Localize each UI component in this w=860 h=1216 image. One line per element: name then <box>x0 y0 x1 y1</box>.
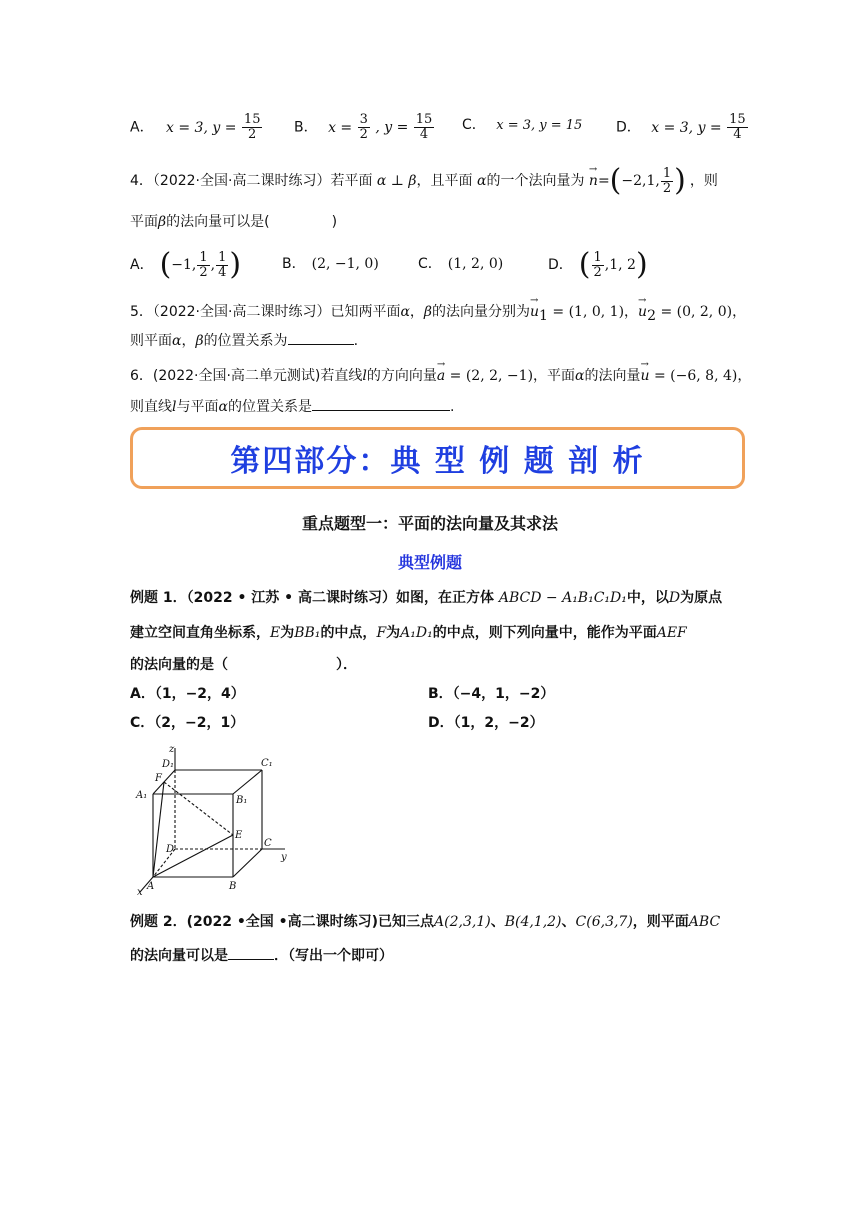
ex1-line2: 建立空间直角坐标系，E为BB₁的中点，F为A₁D₁的中点，则下列向量中，能作为平面AEF <box>130 625 687 641</box>
vertex-label-b: B <box>229 881 237 892</box>
ex1-option-a: A．（1，−2，4） <box>130 686 245 702</box>
vertex-label-c1: C₁ <box>261 758 273 769</box>
section-title: 重点题型一：平面的法向量及其求法 <box>301 514 558 533</box>
vertex-label-f: F <box>155 773 162 784</box>
axis-label-x: x <box>137 887 143 897</box>
section-banner <box>130 427 745 489</box>
vector-n: → n <box>589 171 598 191</box>
q4-option-b: B． (2, −1, 0) <box>282 256 379 272</box>
vertex-label-d1: D₁ <box>162 759 175 770</box>
fraction: $\frac{15}{4}$ <box>729 112 746 142</box>
section-subtitle: 典型例题 <box>397 553 462 572</box>
q4-option-c: C． (1, 2, 0) <box>418 256 504 272</box>
answer-blank <box>312 396 450 411</box>
ex1-option-b: B．（−4，1，−2） <box>428 686 555 702</box>
vertex-label-d: D <box>166 844 175 855</box>
answer-blank <box>228 945 274 960</box>
ex2-line2: 的法向量可以是 ．（写出一个即可） <box>130 945 393 966</box>
vertex-label-e: E <box>235 830 243 841</box>
q6-stem-line2: 则直线l与平面α的位置关系是 . <box>130 396 454 417</box>
banner-title: 第四部分：典 型 例 题 剖 析 <box>230 444 645 479</box>
fraction: $\frac{15}{4}$ <box>415 112 433 142</box>
fraction: $\frac{15}{2}$ <box>243 112 261 142</box>
q3-option-a: A． x = 3, y = $\frac{15}{2}$ <box>130 112 261 142</box>
vertex-label-a1: A₁ <box>136 790 148 801</box>
q4-stem-line1: 4．（2022·全国·高二课时练习）若平面 α ⊥ β，且平面 α的一个法向量为 → n=(−2,1, $\frac{1}{2}$ ) ，则 <box>130 166 718 196</box>
q4-option-a: A． (−1, $\frac{1}{2}$ , $\frac{1}{4}$ ) <box>130 247 242 282</box>
q4-stem-line2: 平面β的法向量可以是( ) <box>130 214 338 230</box>
q3-option-b: B． x = $\frac{3}{2}$ , y = $\frac{15}{4}$ <box>294 112 433 142</box>
axis-label-z: z <box>169 744 175 755</box>
q3-option-d: D． x = 3, y = $\frac{15}{4}$ <box>616 112 746 142</box>
q5-stem-line2: 则平面α，β的位置关系为 . <box>130 330 358 351</box>
q3-option-c: C． x = 3, y = 15 <box>462 117 583 133</box>
q4-option-d: D． ( $\frac{1}{2}$ ,1, 2) <box>548 247 648 282</box>
answer-blank <box>288 330 354 345</box>
vertex-label-a: A <box>147 881 155 892</box>
ex1-option-c: C．（2，−2，1） <box>130 715 245 731</box>
fraction: $\frac{3}{2}$ <box>359 112 368 142</box>
axis-label-y: y <box>281 852 287 863</box>
vertex-label-c: C <box>264 838 272 849</box>
q6-stem-line1: 6．(2022·全国·高二单元测试)若直线l的方向向量→ a = (2, 2, −1)，平面α的法向量→ u = (−6, 8, 4)， <box>130 366 751 386</box>
ex1-line1: 例题 1．（2022 • 江苏 • 高二课时练习）如图，在正方体 ABCD − A₁B₁C₁D₁中，以D为原点 <box>130 590 723 606</box>
ex2-line1: 例题 2．(2022 •全国 •高二课时练习)已知三点A(2,3,1)、B(4,1,2)、C(6,3,7)，则平面ABC <box>130 914 721 930</box>
ex1-line3: 的法向量的是（ ）． <box>130 657 357 673</box>
cube-figure <box>128 742 293 897</box>
ex1-option-d: D．（1，2，−2） <box>428 715 544 731</box>
vertex-label-b1: B₁ <box>236 795 248 806</box>
q5-stem-line1: 5．（2022·全国·高二课时练习）已知两平面α，β的法向量分别为→ $u_1 = (1$, 0, 1)，→ $u_2 = (0$, 2, 0)， <box>130 302 746 326</box>
